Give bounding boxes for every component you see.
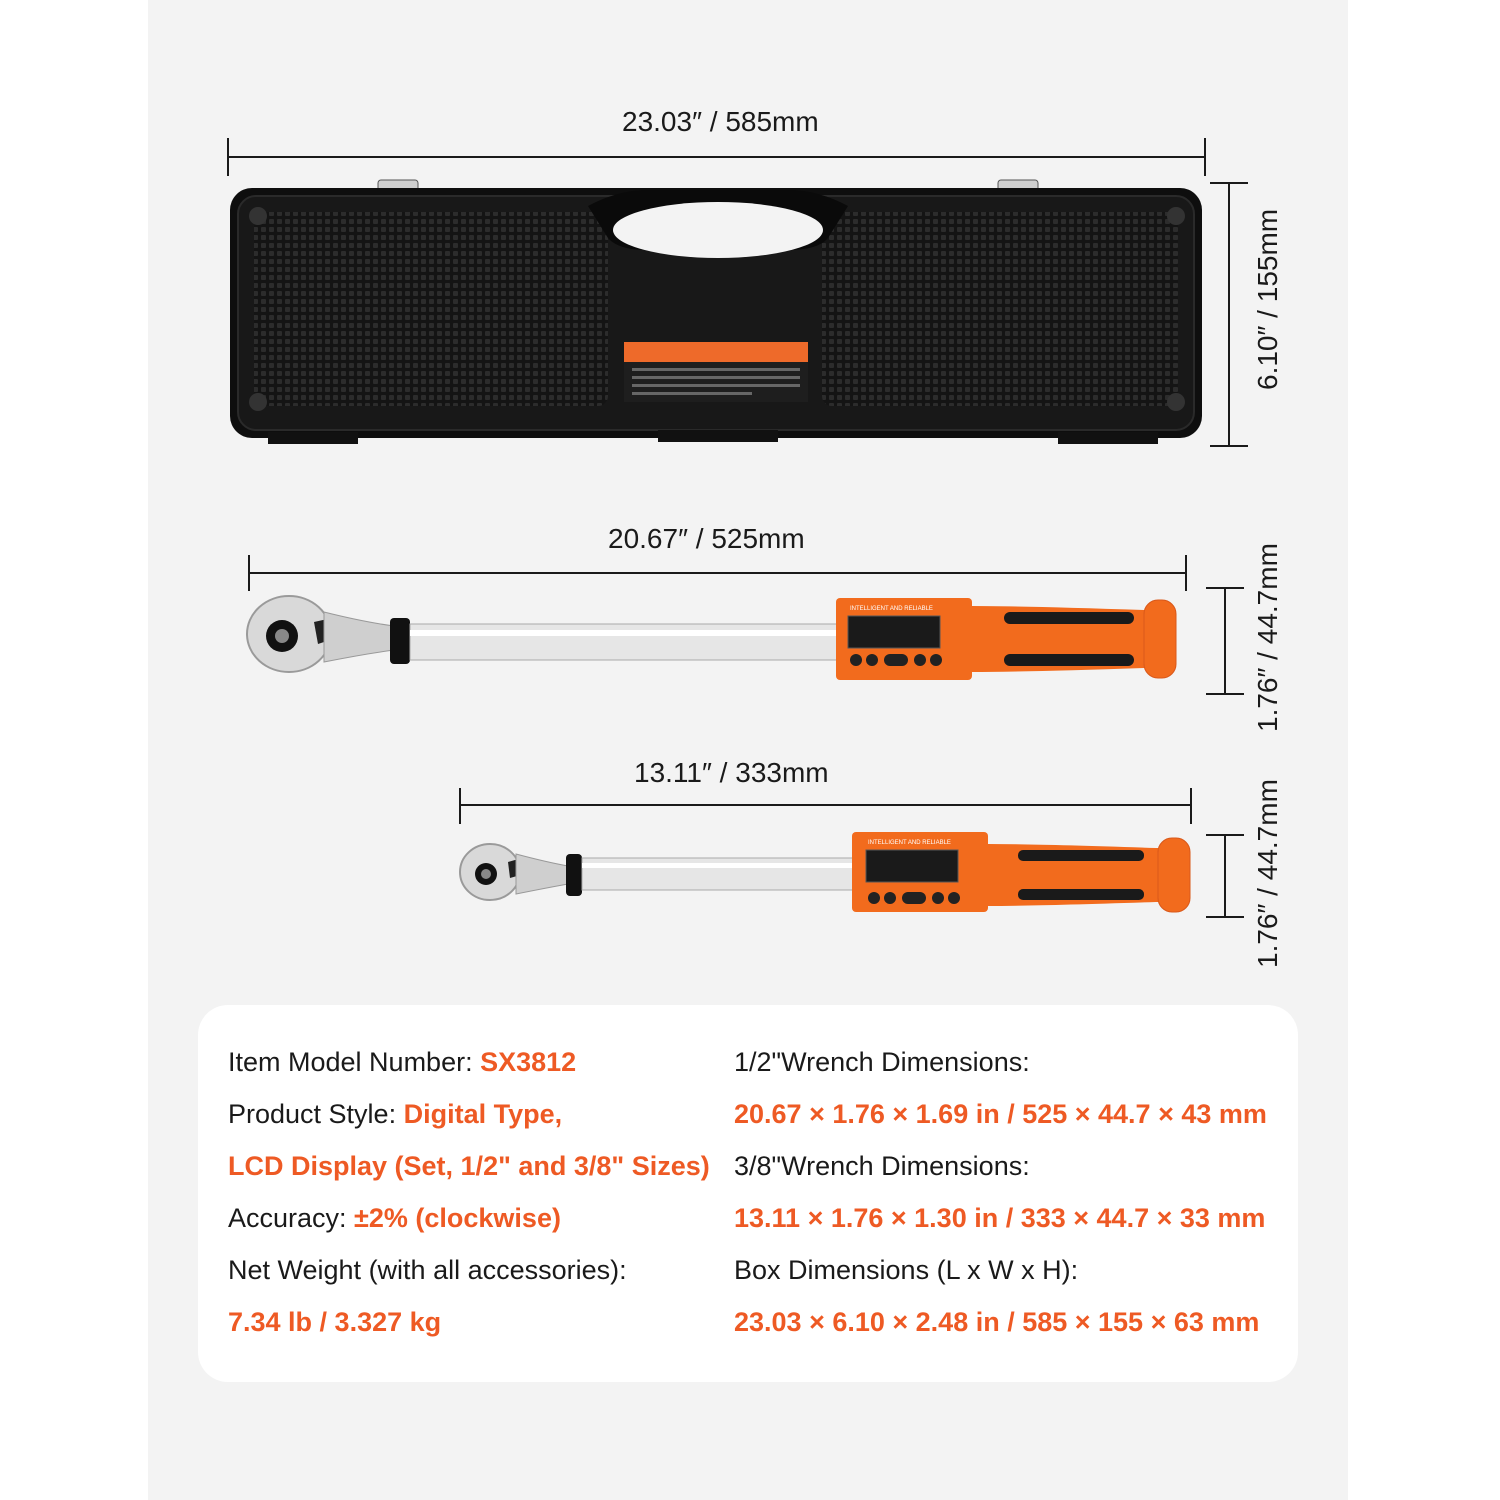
wrench-3-8-display-text: INTELLIGENT AND RELIABLE [868,840,951,846]
spec-style-value-1: Digital Type, [403,1099,563,1129]
wrench-3-8-length-tick-right [1190,788,1192,824]
wrench-3-8-height-label: 1.76″ / 44.7mm [1252,779,1283,968]
case-height-line [1228,182,1230,446]
wrench-half-height-label: 1.76″ / 44.7mm [1252,543,1283,732]
spec-accuracy-label: Accuracy: [228,1203,355,1233]
case-height-tick-top [1210,182,1248,184]
case-width-label: 23.03″ / 585mm [622,106,819,137]
case-height-tick-bottom [1210,445,1248,447]
spec-accuracy-value: ±2% (clockwise) [354,1203,561,1233]
wrench-3-8-height-tick-bottom [1206,916,1244,918]
spec-half-value: 20.67 × 1.76 × 1.69 in / 525 × 44.7 × 43 mm [734,1099,1267,1129]
wrench-half-height-tick-top [1206,587,1244,589]
case-height-label: 6.10″ / 155mm [1252,208,1283,390]
wrench-3-8-length-line [460,804,1192,806]
spec-model [228,1047,576,1078]
wrench-half-length-tick-left [248,555,250,591]
wrench-3-8-length-tick-left [459,788,461,824]
case-width-tick-left [227,138,229,176]
spec-box-label: Box Dimensions (L x W x H): [734,1255,1079,1285]
spec-3-8-label: 3/8"Wrench Dimensions: [734,1151,1030,1181]
wrench-half-inch [244,592,1194,692]
case-width-line [228,156,1206,158]
spec-box-value: 23.03 × 6.10 × 2.48 in / 585 × 155 × 63 mm [734,1307,1260,1337]
spec-3-8-value: 13.11 × 1.76 × 1.30 in / 333 × 44.7 × 33 mm [734,1203,1266,1233]
wrench-half-display-text: INTELLIGENT AND RELIABLE [850,606,933,612]
wrench-half-length-label: 20.67″ / 525mm [608,523,805,554]
wrench-3-8-length-label: 13.11″ / 333mm [634,757,829,788]
wrench-3-8-height-tick-top [1206,834,1244,836]
wrench-half-height-line [1224,587,1226,695]
wrench-half-height-tick-bottom [1206,693,1244,695]
spec-card [198,1005,1298,1382]
case-width-tick-right [1204,138,1206,176]
spec-weight-value: 7.34 lb / 3.327 kg [228,1307,442,1337]
spec-model-label: Item Model Number: [228,1047,481,1077]
spec-style-value-2: LCD Display (Set, 1/2" and 3/8" Sizes) [228,1151,710,1181]
wrench-half-length-line [249,572,1187,574]
wrench-half-length-tick-right [1185,555,1187,591]
spec-model-value: SX3812 [480,1047,577,1077]
spec-half-label: 1/2"Wrench Dimensions: [734,1047,1030,1077]
wrench-3-8-height-line [1224,834,1226,918]
spec-weight-label: Net Weight (with all accessories): [228,1255,627,1285]
wrench-three-eighth-inch [456,828,1196,918]
spec-accuracy [228,1203,561,1234]
carrying-case [228,178,1208,448]
spec-style [228,1099,562,1130]
spec-style-label: Product Style: [228,1099,404,1129]
